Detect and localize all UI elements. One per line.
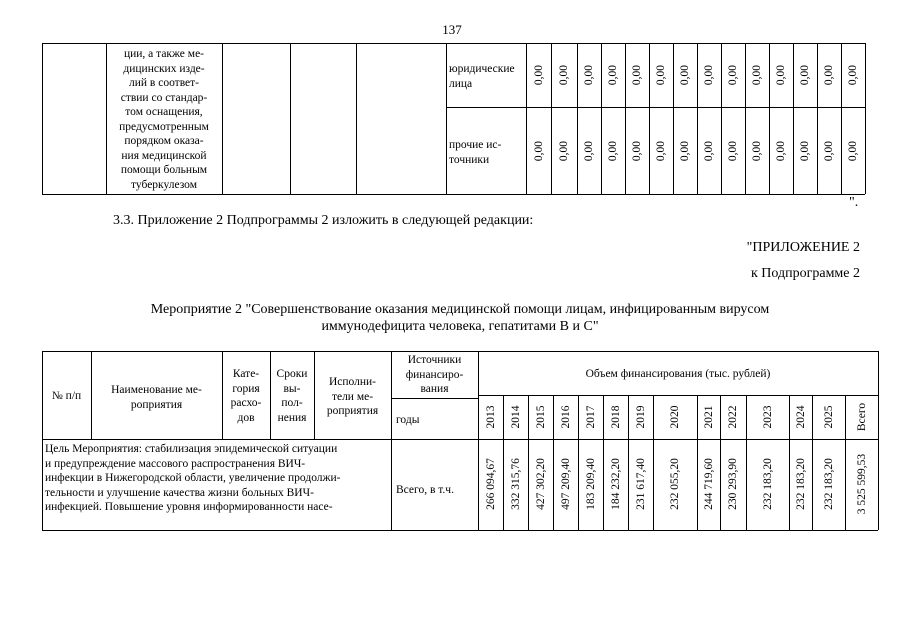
source-other: прочие ис- точники bbox=[449, 139, 502, 166]
year-header: 2014 bbox=[509, 405, 522, 429]
top-value-cell: 0,00 bbox=[583, 64, 595, 86]
year-header: 2016 bbox=[559, 405, 572, 429]
header-years-label: годы bbox=[396, 414, 420, 426]
top-value-cell: 0,00 bbox=[727, 64, 739, 86]
measure-description: ции, а также ме- дицинских изде- лий в соответ- ствии со стандар- том оснащения, предусмотренным порядком оказа- ния медицинской помощи больным туберкулезом bbox=[119, 48, 209, 191]
total-value-cell: 232 183,20 bbox=[822, 458, 835, 510]
top-value-cell: 0,00 bbox=[823, 64, 835, 86]
header-category: Кате- гория расхо- дов bbox=[230, 368, 262, 424]
year-header: 2020 bbox=[669, 405, 681, 429]
year-header: 2025 bbox=[822, 405, 835, 429]
total-value-cell: 332 315,76 bbox=[509, 458, 522, 510]
total-value-cell: 183 209,40 bbox=[584, 458, 597, 510]
header-sources: Источники финансиро- вания bbox=[405, 354, 464, 395]
appendix-title: "ПРИЛОЖЕНИЕ 2 bbox=[746, 240, 860, 255]
top-value-cell: 0,00 bbox=[583, 140, 595, 162]
appendix-subtitle: к Подпрограмме 2 bbox=[750, 266, 860, 281]
year-header: 2017 bbox=[584, 405, 597, 429]
year-header: 2024 bbox=[794, 405, 807, 429]
top-value-cell: 0,00 bbox=[679, 140, 691, 162]
top-value-cell: 0,00 bbox=[751, 140, 763, 162]
top-value-cell: 0,00 bbox=[631, 64, 643, 86]
header-executors: Исполни- тели ме- роприятия bbox=[326, 376, 379, 417]
total-value-cell: 232 055,20 bbox=[669, 458, 681, 510]
year-header: 2019 bbox=[634, 405, 647, 429]
year-header: 2018 bbox=[609, 405, 622, 429]
top-value-cell: 0,00 bbox=[532, 64, 545, 86]
top-value-cell: 0,00 bbox=[558, 140, 570, 162]
top-value-cell: 0,00 bbox=[607, 140, 619, 162]
total-value-cell: 231 617,40 bbox=[634, 458, 647, 510]
total-value-cell: 232 183,20 bbox=[794, 458, 807, 510]
year-header: 2015 bbox=[534, 405, 547, 429]
top-value-cell: 0,00 bbox=[823, 140, 835, 162]
top-value-cell: 0,00 bbox=[679, 64, 691, 86]
total-value-cell: 266 094,67 bbox=[484, 458, 497, 510]
header-funding-volume: Объем финансирования (тыс. рублей) bbox=[585, 368, 771, 380]
total-value-cell: 427 302,20 bbox=[534, 458, 547, 510]
year-header: 2022 bbox=[727, 405, 739, 429]
top-value-cell: 0,00 bbox=[703, 140, 715, 162]
top-value-cell: 0,00 bbox=[775, 64, 787, 86]
total-value-cell: 184 232,20 bbox=[609, 458, 622, 510]
total-value-cell: 230 293,90 bbox=[727, 458, 739, 510]
top-value-cell: 0,00 bbox=[631, 140, 643, 162]
source-legal-entities: юридические лица bbox=[449, 63, 515, 90]
top-value-cell: 0,00 bbox=[799, 140, 811, 162]
top-value-cell: 0,00 bbox=[655, 64, 667, 86]
measure-goal: Цель Мероприятия: стабилизация эпидемической ситуации и предупреждение массового распространения ВИЧ- инфекции в Нижегородской области, увеличение продолжи- тельности и улучшение качества жизни больных ВИЧ- инфекцией. Повышение уровня информированности насе- bbox=[45, 443, 341, 513]
page-number: 137 bbox=[442, 22, 462, 37]
closing-quote: ". bbox=[849, 195, 859, 210]
year-header: 2013 bbox=[484, 405, 497, 429]
top-value-cell: 0,00 bbox=[799, 64, 811, 86]
top-value-cell: 0,00 bbox=[703, 64, 715, 86]
total-label: Всего, в т.ч. bbox=[396, 484, 454, 496]
top-value-cell: 0,00 bbox=[775, 140, 787, 162]
top-value-cell: 0,00 bbox=[607, 64, 619, 86]
measure-title-line1: Мероприятие 2 "Совершенствование оказания медицинской помощи лицам, инфицированным вирусом bbox=[150, 302, 770, 317]
header-deadline: Сроки вы- пол- нения bbox=[276, 368, 308, 424]
top-value-cell: 0,00 bbox=[532, 140, 545, 162]
top-value-cell: 0,00 bbox=[751, 64, 763, 86]
year-header: Всего bbox=[855, 402, 868, 432]
section-instruction: 3.3. Приложение 2 Подпрограммы 2 изложить в следующей редакции: bbox=[113, 213, 534, 228]
top-value-cell: 0,00 bbox=[847, 64, 859, 86]
top-value-cell: 0,00 bbox=[847, 140, 859, 162]
year-header: 2023 bbox=[761, 405, 774, 429]
top-value-cell: 0,00 bbox=[655, 140, 667, 162]
total-value-cell: 232 183,20 bbox=[761, 458, 774, 510]
total-value-cell: 497 209,40 bbox=[559, 458, 572, 510]
total-value-cell: 3 525 599,53 bbox=[855, 453, 868, 515]
header-measure-name: Наименование ме- роприятия bbox=[111, 384, 202, 411]
top-value-cell: 0,00 bbox=[727, 140, 739, 162]
measure-title-line2: иммунодефицита человека, гепатитами В и С" bbox=[321, 319, 599, 334]
header-number: № п/п bbox=[51, 390, 82, 402]
year-header: 2021 bbox=[702, 405, 715, 429]
top-value-cell: 0,00 bbox=[558, 64, 570, 86]
total-value-cell: 244 719,60 bbox=[702, 458, 715, 510]
